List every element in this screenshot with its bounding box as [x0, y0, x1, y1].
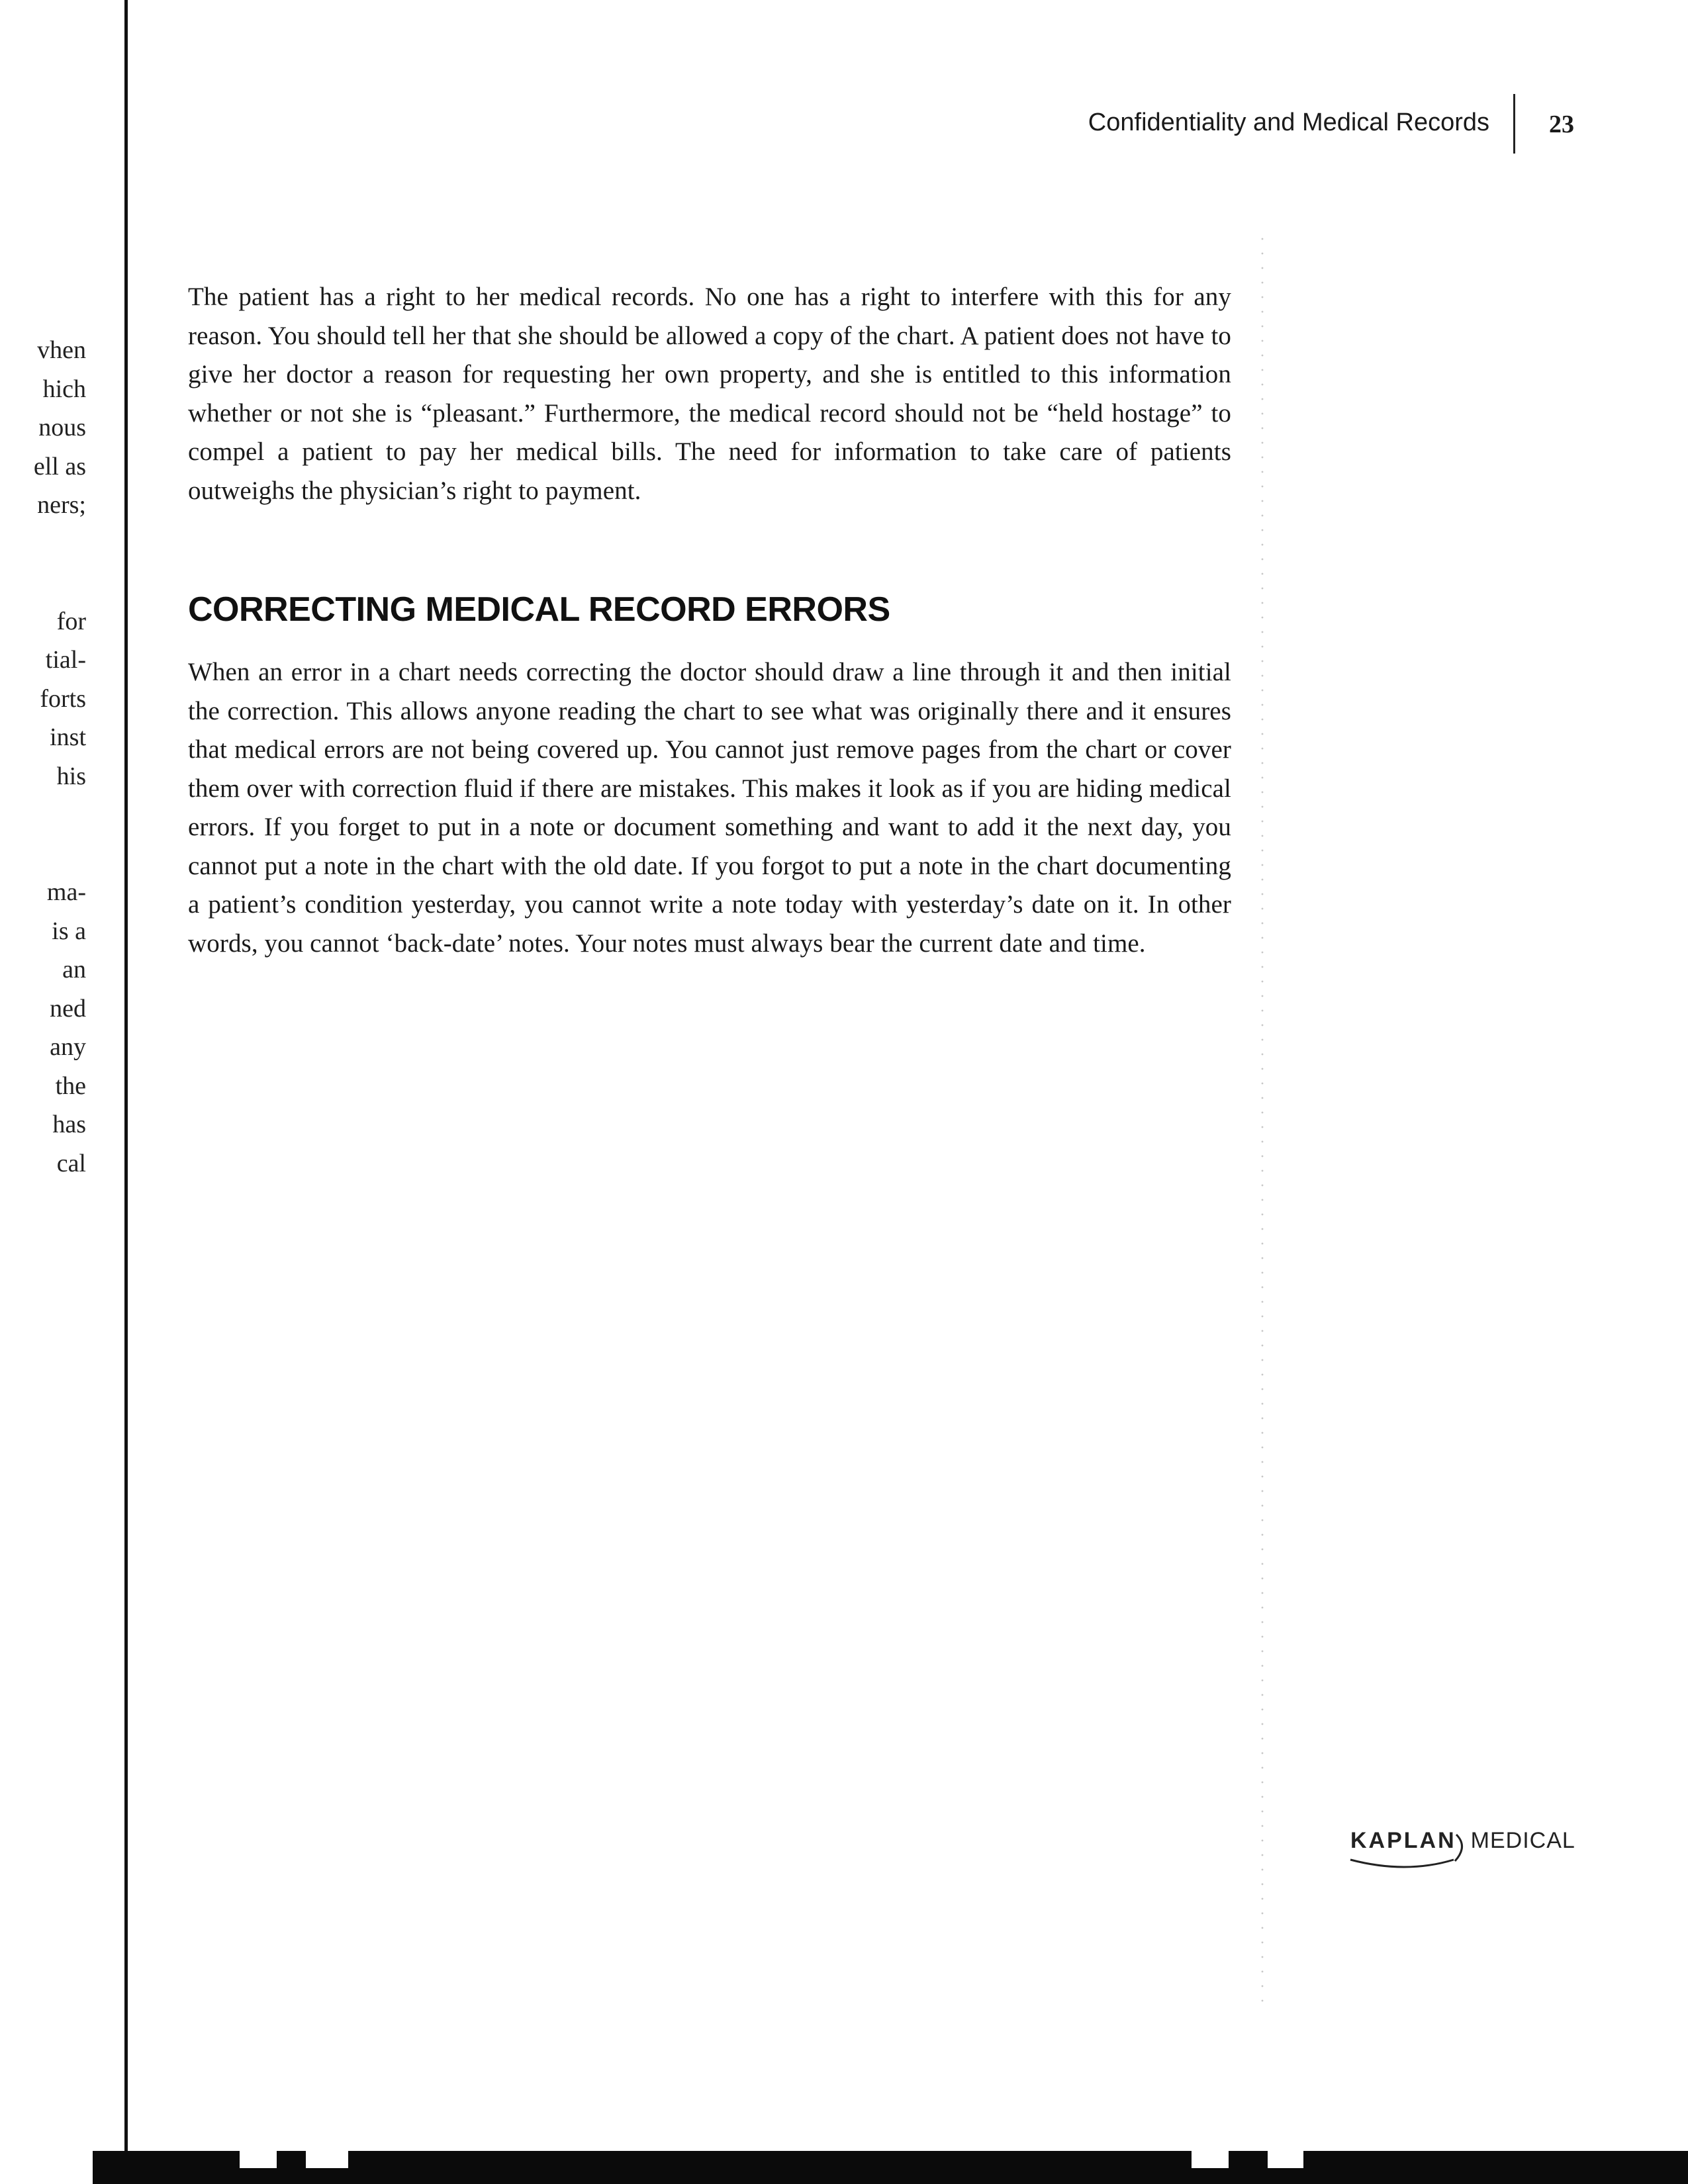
margin-fragment: ma- — [46, 878, 86, 906]
margin-fragment-group-1 — [0, 331, 86, 525]
logo-mark — [1350, 1828, 1466, 1854]
margin-fragment: ners; — [37, 491, 86, 519]
binding-gutter-line — [124, 0, 128, 2158]
logo-division: MEDICAL — [1470, 1828, 1575, 1853]
margin-fragment: ned — [50, 994, 86, 1023]
header-divider — [1513, 94, 1515, 154]
margin-fragment: vhen — [37, 336, 86, 364]
scan-dot-column — [1261, 232, 1264, 2005]
margin-fragment: ell as — [33, 452, 86, 480]
margin-fragment: any — [50, 1033, 86, 1061]
section-paragraph: When an error in a chart needs correcting the doctor should draw a line through it and then initial the correction. This allows anyone reading the chart to see what was originally there and it ensures that medical errors are not being covered up. You cannot just remove pages from the chart or cover them over with correction fluid if there are mistakes. This makes it look as if you are hiding medical errors. If you forget to put in a note or document something and want to add it the next day, you cannot put a note in the chart with the old date. If you forgot to put a note in the chart documenting a patient’s condition yesterday, you cannot write a note today with yesterday’s date on it. In other words, you cannot ‘back-date’ notes. Your notes must always bear the current date and time. — [188, 658, 1231, 958]
margin-fragment: for — [56, 607, 86, 635]
margin-fragment: the — [55, 1071, 86, 1100]
margin-fragment: an — [62, 956, 86, 983]
running-title: Confidentiality and Medical Records — [1088, 109, 1489, 136]
scan-edge-notch — [240, 2151, 277, 2168]
section-heading: CORRECTING MEDICAL RECORD ERRORS — [188, 590, 890, 629]
scan-edge-notch — [1268, 2151, 1303, 2168]
margin-fragment-group-2 — [0, 602, 86, 796]
margin-fragment: forts — [40, 684, 86, 713]
logo-brand: KAPLAN — [1350, 1828, 1456, 1853]
margin-fragment: inst — [50, 723, 86, 751]
margin-fragment: tial- — [45, 646, 86, 674]
margin-fragment: his — [56, 762, 86, 790]
previous-page-margin-text — [0, 331, 86, 1260]
page-number: 23 — [1549, 111, 1574, 138]
margin-fragment: nous — [38, 414, 86, 441]
running-header — [993, 107, 1602, 154]
scan-edge-notch — [306, 2151, 348, 2168]
margin-fragment-group-3 — [0, 873, 86, 1183]
logo-swoosh-icon — [1346, 1832, 1472, 1874]
publisher-logo — [1350, 1828, 1575, 1874]
margin-fragment: cal — [56, 1149, 86, 1177]
intro-paragraph: The patient has a right to her medical records. No one has a right to interfere with this for any reason. You should tell her that she should be allowed a copy of the chart. A patient does not have to give her doctor a reason for requesting her own property, and she is entitled to this information whether or not she is “pleasant.” Furthermore, the medical record should not be “held hostage” to compel a patient to pay her medical bills. The need for information to take care of patients outweighs the physician’s right to payment. — [188, 283, 1231, 505]
main-content — [188, 278, 1231, 963]
margin-fragment: is a — [52, 917, 86, 945]
scan-edge-notch — [1192, 2151, 1229, 2168]
margin-fragment: has — [52, 1111, 86, 1138]
margin-fragment: hich — [42, 375, 86, 403]
